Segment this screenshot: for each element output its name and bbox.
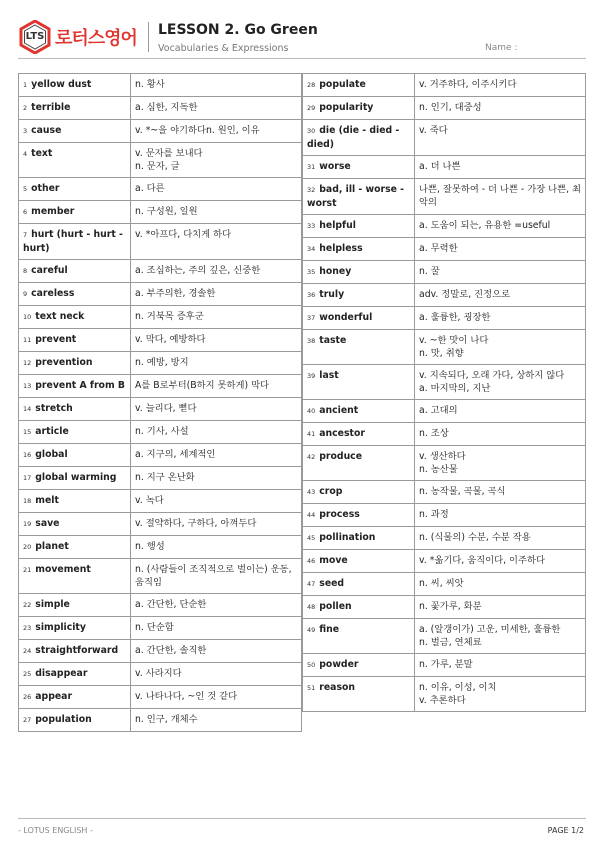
vocab-meaning: n. 씨, 씨앗 (415, 573, 586, 596)
page-header (0, 0, 606, 60)
vocab-meaning: n. 구성원, 일원 (131, 201, 302, 224)
vocab-word: prevention (35, 357, 93, 368)
vocab-meaning: a. 지구의, 세계적인 (131, 444, 302, 467)
vocab-row (19, 260, 302, 283)
vocab-word-cell (303, 365, 415, 400)
vocab-number: 42 (307, 453, 316, 461)
vocab-row (303, 446, 586, 481)
brand-logo (18, 20, 137, 54)
vocab-word-cell (303, 550, 415, 573)
vocab-meaning: v. 나타나다, ~인 것 같다 (131, 686, 302, 709)
vocab-word: other (31, 183, 60, 194)
vocab-word: simple (35, 599, 70, 610)
vocab-number: 19 (23, 520, 32, 528)
vocab-word: global (35, 449, 68, 460)
vocab-number: 45 (307, 534, 316, 542)
vocab-word-cell (19, 306, 131, 329)
vocab-meaning: a. 간단한, 단순한 (131, 594, 302, 617)
brand-name: 로터스영어 (55, 28, 137, 49)
vocab-word: careless (31, 288, 75, 299)
hexagon-badge-icon (18, 20, 52, 54)
vocab-word: cause (31, 125, 62, 136)
vocab-word: disappear (35, 668, 88, 679)
vocab-row (303, 400, 586, 423)
vocab-row (19, 709, 302, 732)
vocab-number: 41 (307, 430, 316, 438)
vocab-number: 27 (23, 716, 32, 724)
vocab-word: pollen (319, 601, 352, 612)
vocab-word: helpless (319, 243, 363, 254)
vocab-word-cell (303, 677, 415, 712)
header-divider (148, 22, 149, 52)
vocab-word-cell (19, 536, 131, 559)
vocab-meaning: n. 이유, 이성, 이치 v. 추론하다 (415, 677, 586, 712)
vocab-word-cell (19, 559, 131, 594)
logo-badge-text: LTS (25, 31, 45, 42)
vocab-number: 28 (307, 81, 316, 89)
vocab-meaning: v. 문자를 보내다 n. 문자, 글 (131, 143, 302, 178)
vocab-meaning: v. 절약하다, 구하다, 아껴두다 (131, 513, 302, 536)
vocab-word-cell (19, 709, 131, 732)
vocab-row (303, 97, 586, 120)
vocab-word: global warming (35, 472, 117, 483)
vocab-word-cell (303, 120, 415, 156)
vocab-meaning: n. 인구, 개체수 (131, 709, 302, 732)
vocab-row (303, 619, 586, 654)
vocab-meaning: n. 과정 (415, 504, 586, 527)
vocab-word-cell (303, 74, 415, 97)
vocab-row (19, 559, 302, 594)
vocab-word-cell (303, 504, 415, 527)
vocab-word: reason (319, 682, 355, 693)
vocab-row (19, 178, 302, 201)
vocab-word-cell (303, 481, 415, 504)
vocab-number: 12 (23, 359, 32, 367)
vocab-number: 50 (307, 661, 316, 669)
vocab-number: 20 (23, 543, 32, 551)
vocab-word-cell (19, 617, 131, 640)
vocab-word-cell (19, 444, 131, 467)
vocab-word-cell (19, 97, 131, 120)
vocab-number: 4 (23, 150, 28, 158)
vocab-row (19, 329, 302, 352)
vocab-number: 18 (23, 497, 32, 505)
vocab-number: 30 (307, 127, 316, 135)
vocab-word-cell (303, 619, 415, 654)
vocab-number: 39 (307, 372, 316, 380)
vocab-number: 34 (307, 245, 316, 253)
vocab-row (19, 306, 302, 329)
vocab-meaning: v. ~한 맛이 나다 n. 맛, 취향 (415, 330, 586, 365)
vocab-meaning: adv. 정말로, 진정으로 (415, 284, 586, 307)
vocab-number: 7 (23, 231, 28, 239)
vocab-word: process (319, 509, 360, 520)
vocab-word: yellow dust (31, 79, 92, 90)
vocab-number: 51 (307, 684, 316, 692)
vocab-word: seed (319, 578, 345, 589)
vocab-number: 17 (23, 474, 32, 482)
vocab-word-cell (19, 467, 131, 490)
vocab-word-cell (19, 260, 131, 283)
vocab-meaning: A를 B로부터(B하지 못하게) 막다 (131, 375, 302, 398)
vocab-row (303, 654, 586, 677)
vocab-row (303, 365, 586, 400)
vocab-row (303, 156, 586, 179)
vocab-number: 29 (307, 104, 316, 112)
vocab-row (19, 201, 302, 224)
vocab-row (303, 504, 586, 527)
vocab-word-cell (19, 143, 131, 178)
vocab-meaning: n. 가루, 분말 (415, 654, 586, 677)
vocab-meaning: 나쁜, 잘못하여 - 더 나쁜 - 가장 나쁜, 최악의 (415, 179, 586, 215)
vocab-meaning: a. (알갱이가) 고운, 미세한, 훌륭한 n. 벌금, 연체료 (415, 619, 586, 654)
vocab-word: ancestor (319, 428, 365, 439)
vocab-row (19, 663, 302, 686)
vocab-meaning: v. 거주하다, 이주시키다 (415, 74, 586, 97)
vocab-row (303, 677, 586, 712)
vocab-word-cell (303, 215, 415, 238)
vocab-word: simplicity (35, 622, 86, 633)
vocab-word: bad, ill - worse - worst (307, 184, 405, 209)
vocab-word: prevent A from B (35, 380, 125, 391)
vocab-word-cell (303, 284, 415, 307)
vocab-row (19, 97, 302, 120)
vocab-word: popularity (319, 102, 374, 113)
vocab-word: careful (31, 265, 68, 276)
vocab-word-cell (19, 224, 131, 260)
vocab-word-cell (19, 201, 131, 224)
vocab-meaning: a. 고대의 (415, 400, 586, 423)
page-number: PAGE 1/2 (547, 826, 584, 835)
vocab-meaning: v. 지속되다, 오래 가다, 상하지 않다 a. 마지막의, 지난 (415, 365, 586, 400)
vocab-word-cell (19, 352, 131, 375)
vocab-row (303, 527, 586, 550)
vocab-row (19, 375, 302, 398)
vocab-meaning: n. 거북목 증후군 (131, 306, 302, 329)
vocab-number: 40 (307, 407, 316, 415)
vocab-meaning: a. 심한, 지독한 (131, 97, 302, 120)
vocab-meaning: n. (사람들이 조직적으로 벌이는) 운동, 움직임 (131, 559, 302, 594)
vocab-meaning: a. 조심하는, 주의 깊은, 신중한 (131, 260, 302, 283)
vocab-table-left (18, 73, 302, 732)
vocab-number: 1 (23, 81, 28, 89)
vocab-number: 11 (23, 336, 32, 344)
vocab-word-cell (303, 423, 415, 446)
vocab-number: 26 (23, 693, 32, 701)
vocab-word: hurt (hurt - hurt - hurt) (23, 229, 123, 254)
vocab-word-cell (303, 179, 415, 215)
vocab-meaning: a. 더 나쁜 (415, 156, 586, 179)
vocab-number: 44 (307, 511, 316, 519)
vocab-row (19, 224, 302, 260)
vocab-row (19, 283, 302, 306)
vocab-word-cell (303, 654, 415, 677)
vocab-number: 6 (23, 208, 28, 216)
vocab-meaning: n. (식물의) 수분, 수분 작용 (415, 527, 586, 550)
vocab-meaning: a. 훌륭한, 굉장한 (415, 307, 586, 330)
vocab-word: helpful (319, 220, 356, 231)
vocab-word-cell (19, 663, 131, 686)
vocab-word: article (35, 426, 69, 437)
vocab-row (303, 238, 586, 261)
vocab-row (303, 261, 586, 284)
vocab-meaning: a. 부주의한, 경솔한 (131, 283, 302, 306)
vocab-row (19, 467, 302, 490)
vocab-number: 43 (307, 488, 316, 496)
vocab-meaning: n. 기사, 사설 (131, 421, 302, 444)
vocab-word-cell (19, 398, 131, 421)
vocab-number: 23 (23, 624, 32, 632)
vocab-table-right (302, 73, 586, 712)
vocab-word-cell (19, 178, 131, 201)
vocab-number: 33 (307, 222, 316, 230)
vocab-word: ancient (319, 405, 359, 416)
vocab-row (303, 284, 586, 307)
vocab-word: prevent (35, 334, 77, 345)
vocab-word: produce (319, 451, 362, 462)
vocab-number: 31 (307, 163, 316, 171)
vocab-number: 3 (23, 127, 28, 135)
vocab-word: crop (319, 486, 343, 497)
vocab-row (303, 596, 586, 619)
vocab-word-cell (19, 640, 131, 663)
vocab-word-cell (19, 329, 131, 352)
vocab-number: 48 (307, 603, 316, 611)
vocab-word-cell (303, 330, 415, 365)
vocab-word: worse (319, 161, 351, 172)
vocab-row (19, 143, 302, 178)
vocab-word-cell (303, 596, 415, 619)
vocab-word: appear (35, 691, 73, 702)
vocab-meaning: v. *아프다, 다치게 하다 (131, 224, 302, 260)
vocab-word-cell (19, 74, 131, 97)
vocab-word-cell (19, 594, 131, 617)
vocab-word: text (31, 148, 53, 159)
vocab-number: 35 (307, 268, 316, 276)
vocab-number: 2 (23, 104, 28, 112)
vocab-meaning: n. 농작물, 곡물, 곡식 (415, 481, 586, 504)
vocab-word: honey (319, 266, 352, 277)
vocab-row (19, 490, 302, 513)
lesson-title: LESSON 2. Go Green (158, 22, 318, 38)
vocab-number: 10 (23, 313, 32, 321)
vocab-row (19, 74, 302, 97)
vocab-row (303, 573, 586, 596)
vocab-number: 46 (307, 557, 316, 565)
vocab-word-cell (303, 573, 415, 596)
vocab-row (19, 536, 302, 559)
vocab-word: melt (35, 495, 59, 506)
vocab-meaning: v. 생산하다 n. 농산물 (415, 446, 586, 481)
vocab-word-cell (303, 400, 415, 423)
vocab-meaning: v. *~을 야기하다n. 원인, 이유 (131, 120, 302, 143)
vocab-word-cell (303, 156, 415, 179)
vocab-meaning: a. 무력한 (415, 238, 586, 261)
vocab-row (19, 640, 302, 663)
vocab-word: taste (319, 335, 347, 346)
vocab-row (303, 307, 586, 330)
vocab-row (303, 74, 586, 97)
vocab-number: 38 (307, 337, 316, 345)
vocab-row (303, 481, 586, 504)
name-label: Name : (485, 43, 518, 53)
vocab-number: 13 (23, 382, 32, 390)
vocab-word-cell (19, 686, 131, 709)
vocab-meaning: a. 다른 (131, 178, 302, 201)
vocab-word: population (35, 714, 92, 725)
footer-brand: - LOTUS ENGLISH - (18, 826, 93, 835)
vocab-meaning: n. 조상 (415, 423, 586, 446)
vocab-meaning: n. 단순함 (131, 617, 302, 640)
vocab-word: pollination (319, 532, 376, 543)
vocab-number: 9 (23, 290, 28, 298)
vocab-word: truly (319, 289, 345, 300)
vocab-row (303, 550, 586, 573)
vocab-row (303, 330, 586, 365)
vocab-row (19, 594, 302, 617)
vocab-word-cell (19, 490, 131, 513)
vocab-number: 22 (23, 601, 32, 609)
vocab-word-cell (303, 307, 415, 330)
vocab-meaning: v. 녹다 (131, 490, 302, 513)
vocab-meaning: n. 꿀 (415, 261, 586, 284)
vocab-number: 8 (23, 267, 28, 275)
vocab-meaning: n. 황사 (131, 74, 302, 97)
vocab-word-cell (19, 375, 131, 398)
vocab-word-cell (303, 527, 415, 550)
vocab-word: stretch (35, 403, 73, 414)
vocab-row (19, 398, 302, 421)
vocab-row (303, 423, 586, 446)
vocab-word-cell (19, 513, 131, 536)
vocab-word: planet (35, 541, 69, 552)
vocab-row (19, 444, 302, 467)
vocab-word: die (die - died - died) (307, 125, 400, 150)
vocab-word-cell (303, 97, 415, 120)
vocab-row (303, 120, 586, 156)
vocab-meaning: n. 꽃가루, 화분 (415, 596, 586, 619)
vocab-word: save (35, 518, 60, 529)
vocab-row (19, 513, 302, 536)
vocab-meaning: n. 행성 (131, 536, 302, 559)
vocab-number: 36 (307, 291, 316, 299)
vocab-number: 32 (307, 186, 316, 194)
vocab-word: powder (319, 659, 359, 670)
vocab-number: 24 (23, 647, 32, 655)
vocab-number: 21 (23, 566, 32, 574)
vocab-meaning: a. 도움이 되는, 유용한 =useful (415, 215, 586, 238)
header-rule (18, 58, 586, 59)
vocab-word: fine (319, 624, 340, 635)
vocab-row (19, 617, 302, 640)
vocab-number: 25 (23, 670, 32, 678)
vocab-word: move (319, 555, 348, 566)
vocab-word-cell (303, 261, 415, 284)
vocab-meaning: v. 사라지다 (131, 663, 302, 686)
vocab-number: 5 (23, 185, 28, 193)
vocab-row (303, 215, 586, 238)
vocab-meaning: n. 지구 온난화 (131, 467, 302, 490)
vocab-row (303, 179, 586, 215)
vocab-word: member (31, 206, 75, 217)
vocab-row (19, 120, 302, 143)
vocab-meaning: v. 늘리다, 뻗다 (131, 398, 302, 421)
vocab-number: 37 (307, 314, 316, 322)
vocab-word-cell (19, 283, 131, 306)
footer-rule (18, 818, 586, 819)
vocab-word: populate (319, 79, 366, 90)
vocab-word-cell (303, 446, 415, 481)
vocab-row (19, 352, 302, 375)
vocab-word: last (319, 370, 339, 381)
vocab-meaning: v. *옮기다, 움직이다, 이주하다 (415, 550, 586, 573)
vocab-meaning: v. 죽다 (415, 120, 586, 156)
vocab-row (19, 421, 302, 444)
vocab-word: straightforward (35, 645, 119, 656)
vocab-word: movement (35, 564, 91, 575)
vocab-word: text neck (35, 311, 85, 322)
vocab-number: 14 (23, 405, 32, 413)
vocab-meaning: v. 막다, 예방하다 (131, 329, 302, 352)
vocab-word: terrible (31, 102, 71, 113)
vocab-word-cell (303, 238, 415, 261)
vocab-meaning: a. 간단한, 솔직한 (131, 640, 302, 663)
vocab-number: 15 (23, 428, 32, 436)
vocab-meaning: n. 예방, 방지 (131, 352, 302, 375)
lesson-subtitle: Vocabularies & Expressions (158, 43, 289, 54)
vocab-word-cell (19, 120, 131, 143)
vocab-meaning: n. 인기, 대중성 (415, 97, 586, 120)
vocab-word: wonderful (319, 312, 373, 323)
vocab-word-cell (19, 421, 131, 444)
vocab-number: 16 (23, 451, 32, 459)
vocab-number: 49 (307, 626, 316, 634)
vocab-row (19, 686, 302, 709)
vocab-number: 47 (307, 580, 316, 588)
